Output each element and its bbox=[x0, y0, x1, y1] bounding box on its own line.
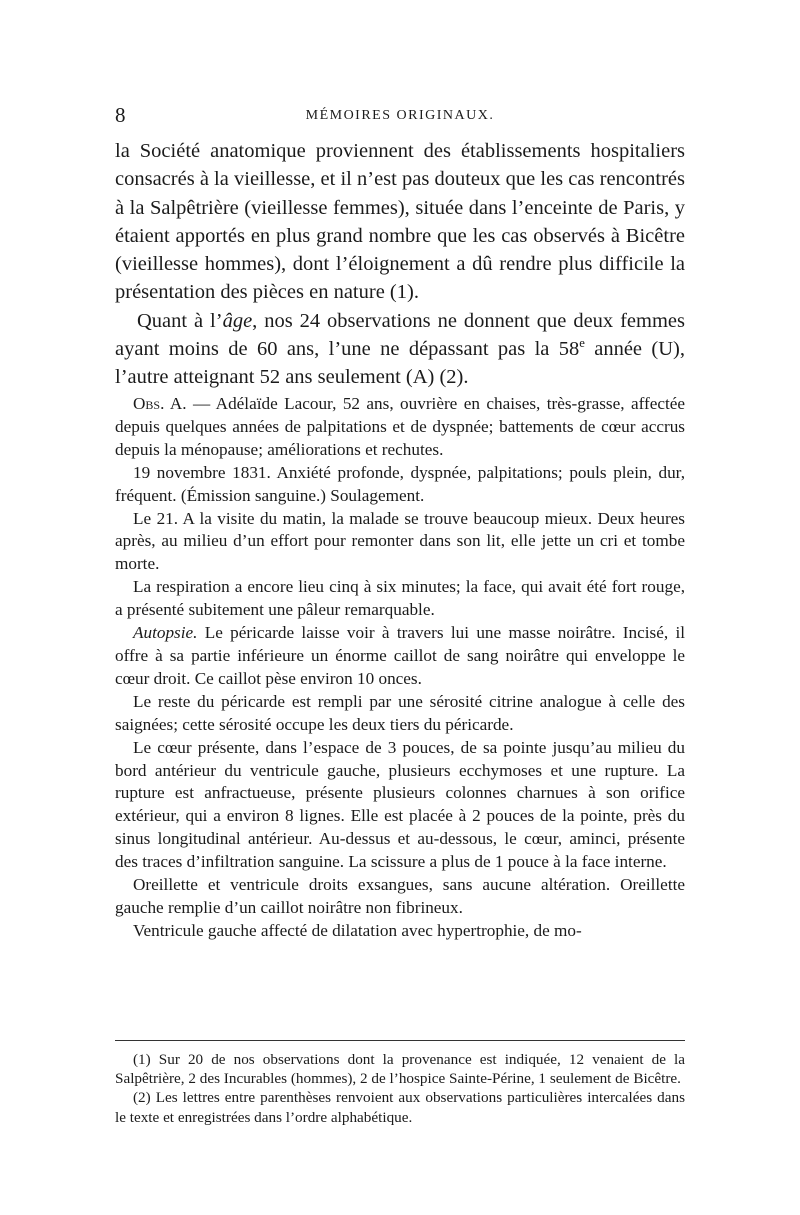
observation-heart: Le cœur présente, dans l’espace de 3 pouces, de sa pointe jusqu’au milieu du bord antérieur du ventricule gauche, plusieurs ecchymoses et une rupture. La rupture est anfractueuse, présente plusieurs colonnes charnues à son orifice extérieur, qui a environ 8 lignes. Elle est placée à 2 pouces de la pointe, près du sinus longitudinal antérieur. Au-dessus et au-dessous, le cœur, aminci, présente des traces d’infiltration sanguine. La scissure a plus de 1 pouce à la face interne. bbox=[115, 737, 685, 872]
main-text bbox=[115, 137, 685, 392]
age-term: âge bbox=[222, 309, 253, 332]
age-text-b: , nos 24 observations ne donnent que deux femmes ayant moins de 60 ans, l’une ne dépassant pas la 58 bbox=[115, 309, 685, 361]
footnote-1: (1) Sur 20 de nos observations dont la provenance est indiquée, 12 venaient de la Salpêtrière, 2 des Incurables (hommes), 2 de l’hospice Sainte-Périne, 1 seulement de Bicêtre. bbox=[115, 1051, 685, 1088]
paragraph-continuation: la Société anatomique proviennent des établissements hospitaliers consacrés à la vieillesse, et il n’est pas douteux que les cas rencontrés à la Salpêtrière (vieillesse femmes), située dans l’enceinte de Paris, y étaient apportés en plus grand nombre que les cas observés à Bicêtre (vieillesse hommes), dont l’éloignement a dû rendre plus difficile la présentation des pièces en nature (1). bbox=[115, 140, 685, 304]
observation-intro bbox=[115, 393, 685, 462]
observation-respiration: La respiration a encore lieu cinq à six minutes; la face, qui avait été fort rouge, a présenté subitement une pâleur remarquable. bbox=[115, 577, 685, 620]
observation-ventricule: Ventricule gauche affecté de dilatation avec hypertrophie, de mo- bbox=[133, 920, 582, 940]
observation-intro-text: — Adélaïde Lacour, 52 ans, ouvrière en chaises, très-grasse, affectée depuis quelques années de palpitations et de dyspnée; battements de cœur accrus depuis la ménopause; améliorations et rechutes. bbox=[115, 394, 685, 459]
observation-day-21: Le 21. A la visite du matin, la malade se trouve beaucoup mieux. Deux heures après, au milieu d’un effort pour remonter dans son lit, elle jette un cri et tombe morte. bbox=[115, 508, 685, 574]
age-superscript: e bbox=[579, 336, 585, 351]
age-text-c: année (U), l’autre atteignant 52 ans seulement (A) (2). bbox=[115, 338, 685, 389]
observation-november: 19 novembre 1831. Anxiété profonde, dyspnée, palpitations; pouls plein, dur, fréquent. (Émission sanguine.) Soulagement. bbox=[115, 462, 685, 505]
age-text-a: Quant à l’ bbox=[137, 309, 223, 332]
page-header bbox=[115, 103, 685, 133]
observation-label: Obs. A. bbox=[133, 394, 187, 413]
page-number: 8 bbox=[115, 103, 126, 127]
footnotes bbox=[115, 1050, 685, 1127]
observation-pericarde: Le reste du péricarde est rempli par une sérosité citrine analogue à celle des saignées; cette sérosité occupe les deux tiers du péricarde. bbox=[115, 691, 685, 734]
footnote-2: (2) Les lettres entre parenthèses renvoient aux observations particulières intercalées dans le texte et enregistrées dans l’ordre alphabétique. bbox=[115, 1089, 685, 1126]
autopsy-label: Autopsie. bbox=[133, 623, 198, 643]
observation-a bbox=[115, 393, 685, 943]
running-head: MÉMOIRES ORIGINAUX. bbox=[305, 108, 495, 123]
paragraph-age bbox=[115, 307, 685, 392]
observation-oreillette: Oreillette et ventricule droits exsangues, sans aucune altération. Oreillette gauche remplie d’un caillot noirâtre non fibrineux. bbox=[115, 875, 685, 917]
autopsy-text: Le péricarde laisse voir à travers lui une masse noirâtre. Incisé, il offre à sa partie inférieure un énorme caillot de sang noirâtre qui enveloppe le cœur droit. Ce caillot pèse environ 10 onces. bbox=[115, 623, 685, 688]
footnote-divider bbox=[115, 1040, 685, 1041]
observation-autopsy bbox=[115, 622, 685, 691]
